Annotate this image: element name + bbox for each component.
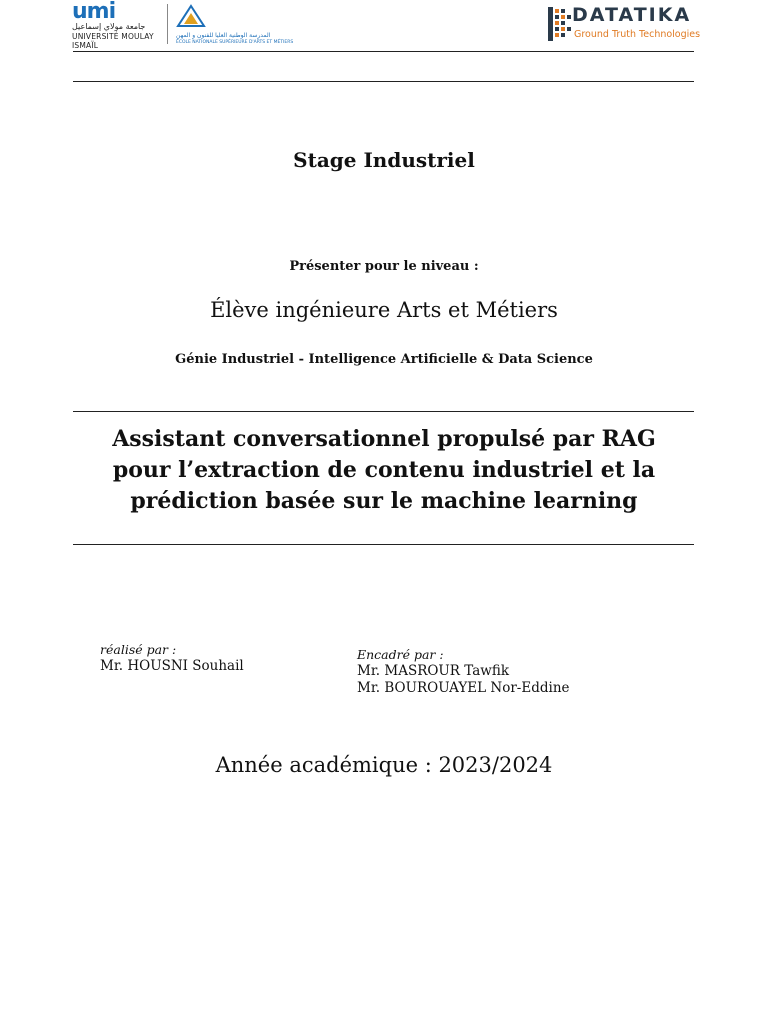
umi-logo-wordmark: umi (72, 0, 116, 24)
document-type: Stage Industriel (293, 148, 475, 172)
program-name: Génie Industriel - Intelligence Artificielle & Data Science (175, 352, 593, 367)
supervisor-name: Mr. BOUROUAYEL Nor-Eddine (357, 680, 570, 696)
level-value: Élève ingénieure Arts et Métiers (210, 298, 558, 322)
header-rule (73, 51, 694, 52)
thesis-title-line: Assistant conversationnel propulsé par RAG (112, 426, 656, 452)
supervisor-block (357, 646, 570, 697)
umi-logo-arabic: جامعة مولاي إسماعيل (72, 22, 146, 31)
level-label: Présenter pour le niveau : (289, 259, 479, 274)
thesis-title-line: prédiction basée sur le machine learning (130, 488, 638, 514)
supervisor-label: Encadré par : (357, 647, 444, 662)
datatika-wordmark: DATATIKA (572, 4, 692, 26)
thesis-title-line: pour l’extraction de contenu industriel et la (112, 457, 656, 483)
ensam-emblem-icon (176, 4, 206, 28)
datatika-tagline: Ground Truth Technologies (574, 29, 701, 40)
umi-logo (72, 2, 164, 48)
top-rule (73, 81, 694, 82)
umi-logo-latin: UNIVERSITÉ MOULAY ISMAÏL (72, 32, 154, 50)
ensam-logo (176, 4, 294, 46)
thesis-title (0, 424, 768, 517)
author-block (100, 642, 244, 674)
supervisor-name: Mr. MASROUR Tawfik (357, 663, 510, 679)
datatika-mark-icon (546, 5, 574, 43)
author-name: Mr. HOUSNI Souhail (100, 658, 244, 674)
ensam-logo-latin: ÉCOLE NATIONALE SUPÉRIEURE D'ARTS ET MÉTIERS (176, 40, 294, 45)
author-label: réalisé par : (100, 642, 177, 657)
academic-year: Année académique : 2023/2024 (215, 753, 553, 777)
title-top-rule (73, 411, 694, 412)
logo-divider (167, 4, 168, 44)
title-bottom-rule (73, 544, 694, 545)
ensam-logo-arabic: المدرسة الوطنية العليا للفنون و المهن (176, 32, 271, 39)
datatika-logo (546, 4, 701, 44)
